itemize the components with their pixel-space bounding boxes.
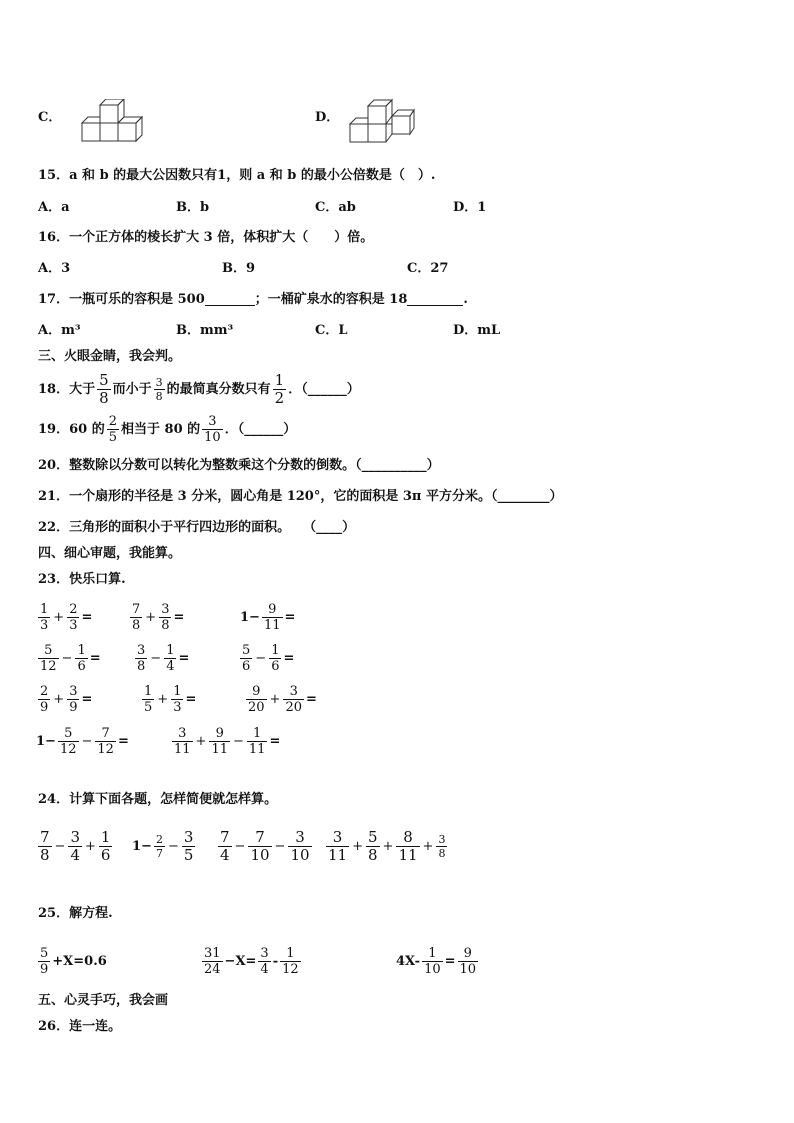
fraction-numerator: 7 bbox=[40, 827, 50, 846]
fraction bbox=[436, 834, 447, 859]
question-26: 26．连一连。 bbox=[38, 1019, 122, 1034]
fraction bbox=[67, 603, 79, 632]
fraction-denominator: 8 bbox=[161, 617, 170, 633]
question-20: 20．整数除以分数可以转化为整数乘这个分数的倒数。（__________） bbox=[38, 458, 440, 473]
fraction-denominator: 11 bbox=[174, 741, 191, 757]
q23-expr-4 bbox=[36, 641, 101, 675]
fraction bbox=[38, 603, 50, 632]
question-18 bbox=[38, 372, 360, 406]
fraction-numerator: 1 bbox=[173, 683, 182, 699]
operator: − bbox=[150, 650, 162, 666]
fraction-numerator: 5 bbox=[368, 827, 378, 846]
fraction-denominator: 10 bbox=[290, 845, 310, 864]
fraction bbox=[58, 727, 79, 756]
fraction-numerator: 3 bbox=[208, 413, 217, 429]
q19-answer-blank[interactable]: ．（______） bbox=[224, 421, 297, 437]
q23-expr-1 bbox=[36, 600, 92, 634]
option-d-label: D． bbox=[315, 110, 340, 125]
fraction bbox=[68, 827, 82, 864]
math-text: = bbox=[81, 691, 93, 707]
fraction bbox=[135, 644, 147, 673]
fraction bbox=[288, 827, 311, 864]
fraction-numerator: 1 bbox=[274, 370, 285, 389]
fraction-denominator: 6 bbox=[271, 658, 280, 674]
fraction-numerator: 5 bbox=[242, 642, 251, 658]
q18-fraction-3 bbox=[273, 370, 287, 407]
q24-expr-4 bbox=[324, 826, 449, 866]
fraction-denominator: 8 bbox=[368, 845, 378, 864]
q16-option-c[interactable]: C．27 bbox=[407, 261, 449, 276]
math-text: = bbox=[89, 650, 101, 666]
fraction-denominator: 8 bbox=[155, 389, 163, 403]
fraction-denominator: 5 bbox=[108, 429, 117, 445]
fraction-denominator: 11 bbox=[328, 845, 348, 864]
fraction-denominator: 12 bbox=[282, 961, 299, 977]
q18-fraction-1 bbox=[97, 370, 111, 407]
fraction-numerator: 3 bbox=[161, 601, 170, 617]
q17-option-c[interactable]: C．L bbox=[315, 323, 348, 338]
q23-expr-11 bbox=[170, 724, 280, 758]
fraction-numerator: 3 bbox=[183, 827, 194, 846]
q25-equation-2 bbox=[200, 941, 303, 981]
fraction-denominator: 8 bbox=[99, 388, 109, 407]
fraction-numerator: 1 bbox=[40, 601, 49, 617]
q23-expr-3 bbox=[240, 600, 295, 634]
operator: + bbox=[352, 838, 363, 854]
q23-expr-9 bbox=[244, 682, 317, 716]
fraction bbox=[246, 685, 267, 714]
q23-expr-7 bbox=[36, 682, 92, 716]
operator: + bbox=[145, 609, 157, 625]
question-25: 25．解方程. bbox=[38, 906, 113, 921]
math-text: +X=0.6 bbox=[52, 953, 107, 969]
fraction-numerator: 1 bbox=[286, 945, 295, 961]
math-text: = bbox=[117, 733, 129, 749]
fraction-numerator: 9 bbox=[252, 683, 261, 699]
fraction-denominator: 3 bbox=[69, 617, 78, 633]
fraction-denominator: 11 bbox=[211, 741, 228, 757]
fraction-numerator: 3 bbox=[69, 683, 78, 699]
operator: − bbox=[167, 838, 179, 854]
operator: + bbox=[382, 838, 394, 854]
fraction-denominator: 10 bbox=[204, 429, 221, 445]
fraction-denominator: 6 bbox=[242, 658, 251, 674]
fraction-denominator: 9 bbox=[40, 699, 49, 715]
fraction-denominator: 6 bbox=[100, 845, 111, 864]
fraction bbox=[99, 827, 113, 864]
option-c-label: C． bbox=[38, 110, 62, 125]
fraction-numerator: 1 bbox=[77, 642, 86, 658]
q23-expr-10 bbox=[36, 724, 129, 758]
fraction-numerator: 3 bbox=[295, 827, 305, 846]
fraction-numerator: 8 bbox=[403, 827, 413, 846]
math-text: = bbox=[284, 609, 296, 625]
section-5-heading: 五、心灵手巧，我会画 bbox=[38, 993, 169, 1008]
fraction bbox=[247, 727, 268, 756]
fraction-denominator: 11 bbox=[248, 741, 266, 757]
section-4-heading: 四、细心审题，我能算。 bbox=[38, 546, 182, 561]
fraction-numerator: 1 bbox=[144, 683, 153, 699]
operator: − bbox=[61, 650, 73, 666]
fraction bbox=[75, 644, 87, 673]
fraction-denominator: 9 bbox=[40, 961, 49, 977]
fraction bbox=[95, 727, 116, 756]
q24-expr-1 bbox=[36, 826, 114, 866]
fraction-denominator: 4 bbox=[260, 961, 269, 977]
math-text: = bbox=[269, 733, 281, 749]
fraction bbox=[172, 727, 193, 756]
math-text: 1− bbox=[132, 838, 152, 854]
fraction-numerator: 1 bbox=[100, 827, 111, 846]
fraction-numerator: 3 bbox=[438, 832, 446, 846]
q19-mid: 相当于 80 的 bbox=[121, 421, 201, 437]
fraction bbox=[366, 827, 380, 864]
fraction bbox=[171, 685, 183, 714]
fraction-numerator: 3 bbox=[155, 375, 163, 389]
q17-blank-2[interactable] bbox=[407, 293, 463, 306]
section-3-heading: 三、火眼金睛，我会判。 bbox=[38, 349, 182, 364]
fraction bbox=[38, 947, 50, 976]
math-text: 1− bbox=[36, 733, 56, 749]
q17-option-a[interactable]: A．m³ bbox=[38, 323, 81, 338]
fraction-denominator: 12 bbox=[59, 741, 77, 757]
fraction bbox=[159, 603, 171, 632]
fraction bbox=[38, 827, 52, 864]
fraction-numerator: 1 bbox=[271, 642, 280, 658]
operator: + bbox=[269, 691, 281, 707]
fraction-numerator: 3 bbox=[289, 683, 298, 699]
fraction-denominator: 10 bbox=[459, 961, 477, 977]
operator: − bbox=[233, 733, 244, 749]
q18-mid2: 的最简真分数只有 bbox=[166, 381, 271, 397]
fraction bbox=[269, 644, 281, 673]
math-text: = bbox=[283, 650, 295, 666]
question-16: 16．一个正方体的棱长扩大 3 倍，体积扩大（ ）倍。 bbox=[38, 230, 374, 245]
operator: + bbox=[157, 691, 169, 707]
fraction-numerator: 5 bbox=[40, 945, 49, 961]
q23-expr-5 bbox=[133, 641, 189, 675]
fraction-denominator: 10 bbox=[424, 961, 441, 977]
q17-option-d[interactable]: D．mL bbox=[453, 323, 501, 338]
fraction-numerator: 5 bbox=[99, 370, 109, 389]
question-24: 24．计算下面各题，怎样简便就怎样算。 bbox=[38, 792, 278, 807]
fraction bbox=[258, 947, 270, 976]
cube-figure-d bbox=[348, 94, 416, 144]
fraction-numerator: 3 bbox=[332, 827, 343, 846]
math-text: - bbox=[272, 953, 279, 969]
question-22: 22．三角形的面积小于平行四边形的面积。 （____） bbox=[38, 520, 356, 535]
fraction-numerator: 9 bbox=[215, 725, 224, 741]
fraction-denominator: 20 bbox=[285, 699, 302, 715]
question-19 bbox=[38, 412, 296, 446]
math-text: = bbox=[81, 609, 93, 625]
q18-pre: 18．大于 bbox=[38, 381, 96, 397]
fraction-denominator: 6 bbox=[77, 658, 86, 674]
fraction-denominator: 12 bbox=[97, 741, 114, 757]
fraction-numerator: 7 bbox=[101, 725, 110, 741]
fraction-denominator: 4 bbox=[166, 658, 175, 674]
q23-expr-2 bbox=[128, 600, 184, 634]
q16-option-a[interactable]: A．3 bbox=[38, 261, 71, 276]
fraction-numerator: 2 bbox=[69, 601, 78, 617]
operator: − bbox=[274, 838, 286, 854]
fraction-denominator: 11 bbox=[398, 845, 418, 864]
fraction-numerator: 31 bbox=[204, 945, 221, 961]
math-text: −X= bbox=[224, 953, 257, 969]
fraction bbox=[283, 685, 304, 714]
q19-fraction-1 bbox=[107, 415, 119, 444]
fraction-numerator: 1 bbox=[428, 945, 437, 961]
fraction-denominator: 8 bbox=[132, 617, 141, 633]
math-text: = bbox=[173, 609, 185, 625]
q23-expr-6 bbox=[238, 641, 294, 675]
q16-option-b[interactable]: B．9 bbox=[222, 261, 256, 276]
fraction bbox=[280, 947, 301, 976]
q17-stem-part3: . bbox=[463, 292, 468, 307]
fraction-denominator: 8 bbox=[137, 658, 146, 674]
operator: + bbox=[53, 691, 65, 707]
q24-expr-2 bbox=[132, 826, 197, 866]
fraction bbox=[248, 827, 271, 864]
q17-stem-part1: 17．一瓶可乐的容积是 500 bbox=[38, 292, 205, 307]
q15-option-b[interactable]: B．b bbox=[176, 200, 210, 215]
q19-fraction-2 bbox=[202, 415, 223, 444]
fraction bbox=[142, 685, 154, 714]
fraction-denominator: 7 bbox=[155, 846, 163, 860]
fraction-numerator: 3 bbox=[70, 827, 80, 846]
fraction-numerator: 2 bbox=[108, 413, 117, 429]
question-21: 21．一个扇形的半径是 3 分米，圆心角是 120°，它的面积是 3π 平方分米。（________） bbox=[38, 489, 563, 504]
fraction bbox=[326, 827, 349, 864]
cube-figure-c bbox=[80, 99, 144, 143]
fraction-denominator: 2 bbox=[274, 388, 285, 407]
question-15: 15．a 和 b 的最大公因数只有1，则 a 和 b 的最小公倍数是（ ）. bbox=[38, 168, 436, 183]
fraction bbox=[422, 947, 443, 976]
fraction bbox=[130, 603, 142, 632]
q25-equation-1 bbox=[36, 941, 107, 981]
math-text: = bbox=[444, 953, 456, 969]
q18-mid: 而小于 bbox=[112, 381, 152, 397]
fraction-denominator: 5 bbox=[144, 699, 153, 715]
fraction-denominator: 3 bbox=[40, 617, 49, 633]
fraction-numerator: 7 bbox=[255, 827, 265, 846]
q24-expr-3 bbox=[216, 826, 314, 866]
operator: − bbox=[81, 733, 93, 749]
fraction-numerator: 9 bbox=[268, 601, 277, 617]
fraction bbox=[67, 685, 79, 714]
fraction-numerator: 3 bbox=[178, 725, 187, 741]
q15-option-a[interactable]: A．a bbox=[38, 200, 70, 215]
question-17 bbox=[38, 293, 468, 306]
fraction-denominator: 20 bbox=[248, 699, 265, 715]
fraction bbox=[182, 827, 196, 864]
math-text: = bbox=[178, 650, 190, 666]
operator: − bbox=[255, 650, 267, 666]
fraction-numerator: 1 bbox=[253, 725, 262, 741]
fraction bbox=[164, 644, 176, 673]
q17-blank-1[interactable] bbox=[205, 293, 255, 306]
fraction-numerator: 5 bbox=[44, 642, 53, 658]
fraction-denominator: 8 bbox=[438, 846, 446, 860]
fraction-denominator: 8 bbox=[40, 845, 50, 864]
q17-stem-part2: ；一桶矿泉水的容积是 18 bbox=[254, 292, 408, 307]
q15-option-c[interactable]: C．ab bbox=[315, 200, 356, 215]
fraction bbox=[38, 644, 59, 673]
operator: − bbox=[54, 838, 66, 854]
fraction-numerator: 1 bbox=[166, 642, 175, 658]
operator: + bbox=[422, 838, 434, 854]
fraction-denominator: 12 bbox=[40, 658, 57, 674]
fraction-denominator: 3 bbox=[173, 699, 182, 715]
q25-equation-3 bbox=[396, 941, 480, 981]
fraction bbox=[202, 947, 223, 976]
q15-option-d[interactable]: D．1 bbox=[453, 200, 487, 215]
fraction-numerator: 7 bbox=[220, 827, 230, 846]
q17-option-b[interactable]: B．mm³ bbox=[176, 323, 234, 338]
fraction-denominator: 24 bbox=[204, 961, 221, 977]
fraction bbox=[218, 827, 232, 864]
operator: + bbox=[195, 733, 207, 749]
fraction-numerator: 9 bbox=[463, 945, 472, 961]
fraction-numerator: 3 bbox=[137, 642, 146, 658]
fraction bbox=[396, 827, 419, 864]
question-23: 23．快乐口算. bbox=[38, 572, 126, 587]
q19-pre: 19．60 的 bbox=[38, 421, 105, 437]
fraction-denominator: 4 bbox=[220, 845, 230, 864]
q18-fraction-2 bbox=[154, 377, 165, 402]
fraction bbox=[240, 644, 252, 673]
fraction-numerator: 7 bbox=[132, 601, 141, 617]
fraction bbox=[262, 603, 283, 632]
fraction-denominator: 5 bbox=[183, 845, 194, 864]
fraction bbox=[209, 727, 230, 756]
fraction-denominator: 9 bbox=[69, 699, 78, 715]
math-text: 1− bbox=[240, 609, 260, 625]
math-text: 4X- bbox=[396, 953, 421, 969]
fraction bbox=[38, 685, 50, 714]
fraction-numerator: 5 bbox=[64, 725, 73, 741]
math-text: = bbox=[306, 691, 317, 707]
fraction-denominator: 10 bbox=[250, 845, 270, 864]
operator: + bbox=[85, 838, 96, 854]
fraction-denominator: 4 bbox=[70, 845, 80, 864]
fraction-numerator: 3 bbox=[260, 945, 269, 961]
fraction-numerator: 2 bbox=[40, 683, 49, 699]
operator: − bbox=[234, 838, 246, 854]
q23-expr-8 bbox=[140, 682, 196, 716]
operator: + bbox=[53, 609, 65, 625]
fraction bbox=[154, 834, 165, 859]
q18-answer-blank[interactable]: ．（______） bbox=[288, 381, 360, 397]
fraction bbox=[458, 947, 479, 976]
fraction-denominator: 11 bbox=[263, 617, 281, 633]
math-text: = bbox=[185, 691, 197, 707]
fraction-numerator: 2 bbox=[155, 832, 163, 846]
